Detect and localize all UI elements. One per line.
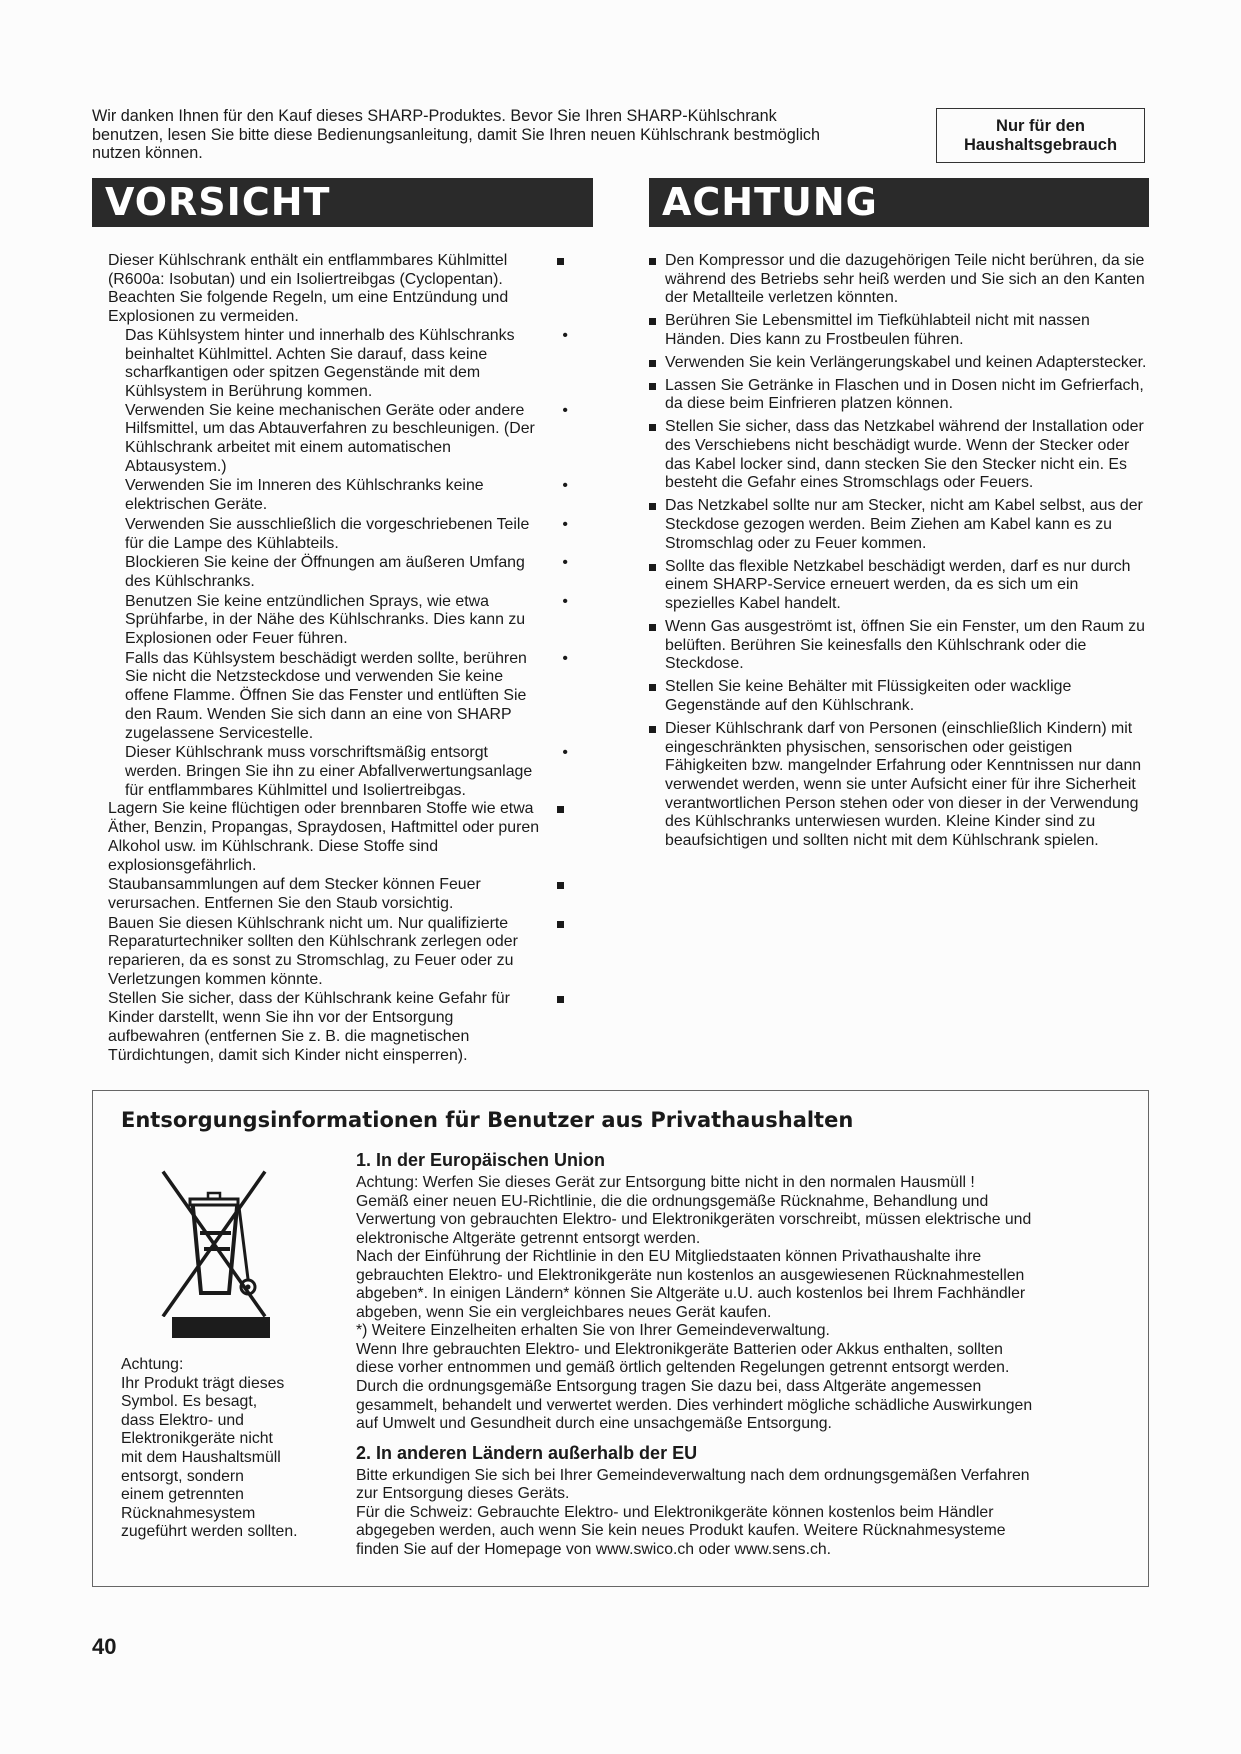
section-line: abgeben*. In einigen Ländern* können Sie Altgeräte u.U. auch kostenlos bei Ihrem Fachhändler [356,1285,1026,1303]
symbol-warning-text [121,1356,311,1542]
household-use-box [936,108,1145,163]
item-text: Verwenden Sie keine mechanischen Geräte oder andere Hilfsmittel, um das Abtauverfahren zu beschleunigen. (Der Kühlschrank arbeitet mit einem automatischen Abtausystem.) [125,401,535,475]
household-box-line: Nur für den [996,116,1085,135]
square-bullet-icon [557,921,564,928]
section-line: gebrauchten Elektro- und Elektronikgeräte nun kostenlos an ausgewiesenen Rücknahmestellen [356,1266,1025,1284]
item-text: Berühren Sie Lebensmittel im Tiefkühlabteil nicht mit nassen Händen. Dies kann zu Frostbeulen führen. [665,312,1090,348]
item-text: Verwenden Sie ausschließlich die vorgeschriebenen Teile für die Lampe des Kühlabteils. [125,515,530,552]
section-line: abgegeben werden, auch wenn Sie kein neues Produkt kaufen. Weitere Rücknahmesysteme [356,1522,1006,1540]
item-text: Lagern Sie keine flüchtigen oder brennbaren Stoffe wie etwa Äther, Benzin, Propangas, Spraydosen, Haftmittel oder puren Alkohol usw. im Kühlschrank. Diese Stoffe sind explosionsgefährlich. [108,800,540,874]
section-heading-non-eu: 2. In anderen Ländern außerhalb der EU [356,1442,698,1463]
section-line: Verwertung von gebrauchten Elektro- und Elektronikgeräten vorschreibt, müssen elektrische und [356,1211,1032,1229]
item-text: Lassen Sie Getränke in Flaschen und in Dosen nicht im Gefrierfach, da diese beim Einfrieren platzen können. [665,376,1144,413]
square-bullet-icon [649,360,656,367]
item-text: Verwenden Sie kein Verlängerungskabel und keinen Adapterstecker. [665,353,1147,371]
square-bullet-icon [557,258,564,265]
section-line: Achtung: Werfen Sie dieses Gerät zur Entsorgung bitte nicht in den normalen Hausmüll ! [356,1174,975,1191]
achtung-banner: ACHTUNG [649,178,1149,227]
round-bullet-icon: • [562,477,568,495]
vorsicht-subitem [108,327,578,402]
intro-line: benutzen, lesen Sie bitte diese Bedienungsanleitung, damit Sie Ihren neuen Kühlschrank bestmöglich [92,125,821,144]
achtung-item [665,678,1151,715]
round-bullet-icon: • [562,401,568,419]
vorsicht-item [108,800,578,875]
achtung-item [665,558,1151,614]
section-line: auf Umwelt und Gesundheit durch eine unsachgemäße Entsorgung. [356,1415,832,1433]
vorsicht-subitem [108,744,578,800]
item-text: Falls das Kühlsystem beschädigt werden sollte, berühren Sie nicht die Netzsteckdose und verwenden Sie keine offene Flamme. Öffnen Sie das Fenster und entlüften Sie den Raum. Wenden Sie sich dann an eine von SHARP zugelassene Servicestelle. [125,649,527,742]
section-line: diese vorher entnommen und gemäß örtlich geltenden Regelungen getrennt entsorgt werden. [356,1359,1010,1377]
achtung-item [665,497,1151,553]
square-bullet-icon [649,383,656,390]
vorsicht-subitem [108,554,578,591]
section-line: Bitte erkundigen Sie sich bei Ihrer Gemeindeverwaltung nach dem ordnungsgemäßen Verfahren [356,1466,1030,1484]
vorsicht-subitem [108,593,578,649]
item-text: Dieser Kühlschrank darf von Personen (einschließlich Kindern) mit eingeschränkten physischen, sensorischen oder geistigen Fähigkeiten bzw. mangelnder Erfahrung oder Kenntnissen nur dann verwendet werden, wenn sie unter Aufsicht einer für ihre Sicherheit verantwortlichen Person stehen oder von dieser in der Verwendung des Kühlschranks unterwiesen wurden. Kleine Kinder sind zu beaufsichtigen und sollten nicht mit dem Kühlschrank spielen. [665,719,1142,850]
achtung-item [665,418,1151,493]
item-text: Das Kühlsystem hinter und innerhalb des Kühlschranks beinhaltet Kühlmittel. Achten Sie darauf, dass keine scharfkantigen oder spitzen Gegenstände mit dem Kühlsystem in Berührung kommen. [125,326,515,400]
warning-line: Rücknahmesystem [121,1504,256,1522]
item-text: Staubansammlungen auf dem Stecker können Feuer verursachen. Entfernen Sie den Staub vorsichtig. [108,876,481,912]
warning-line: mit dem Haushaltsmüll [121,1448,281,1466]
warning-line: dass Elektro- und [121,1411,244,1429]
vorsicht-item [108,876,578,913]
warning-line: einem getrennten [121,1486,244,1504]
achtung-item [665,252,1151,308]
vorsicht-list [108,252,578,1065]
square-bullet-icon [649,564,656,571]
warning-line: zugeführt werden sollten. [121,1523,298,1541]
vorsicht-item [108,252,578,327]
round-bullet-icon: • [562,744,568,762]
achtung-item [665,312,1151,349]
intro-text [92,107,892,163]
warning-line: Ihr Produkt trägt dieses [121,1374,285,1392]
item-text: Verwenden Sie im Inneren des Kühlschranks keine elektrischen Geräte. [125,477,484,514]
square-bullet-icon [649,503,656,510]
achtung-item [665,354,1151,373]
vorsicht-subitem [108,516,578,553]
item-text: Bauen Sie diesen Kühlschrank nicht um. Nur qualifizierte Reparaturtechniker sollten den Kühlschrank zerlegen oder reparieren, da es sonst zu Stromschlag, zu Feuer oder zu Verletzungen kommen könnte. [108,914,518,988]
vorsicht-item [108,990,578,1065]
page-number: 40 [92,1634,117,1659]
item-text: Den Kompressor und die dazugehörigen Teile nicht berühren, da sie während des Betriebs sehr heiß werden und Sie sich an den Kanten der Metallteile verletzen könnten. [665,252,1145,307]
crossed-out-wheelie-bin-icon [156,1163,272,1317]
section-line: finden Sie auf der Homepage von www.swico.ch oder www.sens.ch. [356,1540,832,1558]
achtung-item [665,720,1151,851]
warning-line: entsorgt, sondern [121,1467,244,1485]
square-bullet-icon [649,726,656,733]
round-bullet-icon: • [562,554,568,572]
disposal-info-box [92,1090,1149,1587]
round-bullet-icon: • [562,649,568,667]
disposal-body [356,1149,1131,1559]
section-line: Gemäß einer neuen EU-Richtlinie, die die ordnungsgemäße Rücknahme, Behandlung und [356,1192,989,1210]
item-text: Das Netzkabel sollte nur am Stecker, nicht am Kabel selbst, aus der Steckdose gezogen werden. Beim Ziehen am Kabel kann es zu Stromschlag oder zu Feuer kommen. [665,497,1143,552]
achtung-item [665,618,1151,674]
item-text: Dieser Kühlschrank muss vorschriftsmäßig entsorgt werden. Bringen Sie ihn zu einer Abfallverwertungsanlage für entflammbares Kühlmittel und Isoliertreibgas. [125,744,533,799]
section-heading-eu: 1. In der Europäischen Union [356,1150,606,1170]
section-line: elektronische Altgeräte getrennt entsorgt werden. [356,1229,701,1247]
section-line: zur Entsorgung dieses Geräts. [356,1485,570,1503]
square-bullet-icon [649,258,656,265]
vorsicht-banner: VORSICHT [92,178,593,227]
item-text: Stellen Sie sicher, dass der Kühlschrank keine Gefahr für Kinder darstellt, wenn Sie ihn vor der Entsorgung aufbewahren (entfernen Sie z. B. die magnetischen Türdichtungen, damit sich Kinder nicht einsperren). [108,990,510,1064]
square-bullet-icon [649,624,656,631]
achtung-item [665,377,1151,414]
vorsicht-subitem [108,477,578,514]
warning-line: Elektronikgeräte nicht [121,1430,273,1448]
section-line: abgeben, wenn Sie ein vergleichbares neues Gerät kaufen. [356,1303,772,1321]
household-box-line: Haushaltsgebrauch [963,135,1118,154]
warning-line: Achtung: [121,1356,184,1373]
section-line: Wenn Ihre gebrauchten Elektro- und Elektronikgeräte Batterien oder Akkus enthalten, sollten [356,1340,1003,1358]
achtung-list [665,252,1151,855]
item-text: Stellen Sie sicher, dass das Netzkabel während der Installation oder des Verschiebens nicht beschädigt wurde. Wenn der Stecker oder das Kabel locker sind, dann stecken Sie den Stecker nicht ein. Es besteht die Gefahr eines Stromschlags oder Feuers. [665,418,1144,492]
item-text: Stellen Sie keine Behälter mit Flüssigkeiten oder wacklige Gegenstände auf den Kühlschrank. [665,678,1072,714]
square-bullet-icon [557,882,564,889]
warning-line: Symbol. Es besagt, [121,1393,258,1411]
round-bullet-icon: • [562,592,568,610]
disposal-title: Entsorgungsinformationen für Benutzer aus Privathaushalten [121,1108,854,1132]
section-line: *) Weitere Einzelheiten erhalten Sie von Ihrer Gemeindeverwaltung. [356,1322,830,1340]
section-line: Für die Schweiz: Gebrauchte Elektro- und Elektronikgeräte können kostenlos beim Händler [356,1503,994,1521]
vorsicht-item [108,915,578,990]
intro-line: nutzen können. [92,144,203,162]
section-line: gesammelt, behandelt und verwertet werden. Dies verhindert mögliche schädliche Auswirkungen [356,1396,1033,1414]
round-bullet-icon: • [562,515,568,533]
round-bullet-icon: • [562,326,568,344]
item-text: Wenn Gas ausgeströmt ist, öffnen Sie ein Fenster, um den Raum zu belüften. Berühren Sie keinesfalls den Kühlschrank oder die Steckdose. [665,617,1145,673]
item-text: Dieser Kühlschrank enthält ein entflammbares Kühlmittel (R600a: Isobutan) und ein Isoliertreibgas (Cyclopentan). Beachten Sie folgende Regeln, um eine Entzündung und Explosionen zu vermeiden. [108,252,509,326]
intro-line: Wir danken Ihnen für den Kauf dieses SHARP-Produktes. Bevor Sie Ihren SHARP-Kühlschrank [92,107,777,125]
square-bullet-icon [649,424,656,431]
square-bullet-icon [649,684,656,691]
square-bullet-icon [649,318,656,325]
section-line: Nach der Einführung der Richtlinie in den EU Mitgliedstaaten können Privathaushalte ihre [356,1248,982,1266]
item-text: Benutzen Sie keine entzündlichen Sprays, wie etwa Sprühfarbe, in der Nähe des Kühlschranks. Dies kann zu Explosionen oder Feuer führen. [125,592,526,648]
item-text: Blockieren Sie keine der Öffnungen am äußeren Umfang des Kühlschranks. [125,554,525,590]
vorsicht-subitem [108,402,578,477]
weee-date-bar [172,1317,270,1338]
section-line: Durch die ordnungsgemäße Entsorgung tragen Sie dazu bei, dass Altgeräte angemessen [356,1378,982,1396]
square-bullet-icon [557,996,564,1003]
vorsicht-subitem [108,650,578,744]
square-bullet-icon [557,806,564,813]
item-text: Sollte das flexible Netzkabel beschädigt werden, darf es nur durch einem SHARP-Service erneuert werden, da es sich um ein spezielles Kabel handelt. [665,557,1131,613]
